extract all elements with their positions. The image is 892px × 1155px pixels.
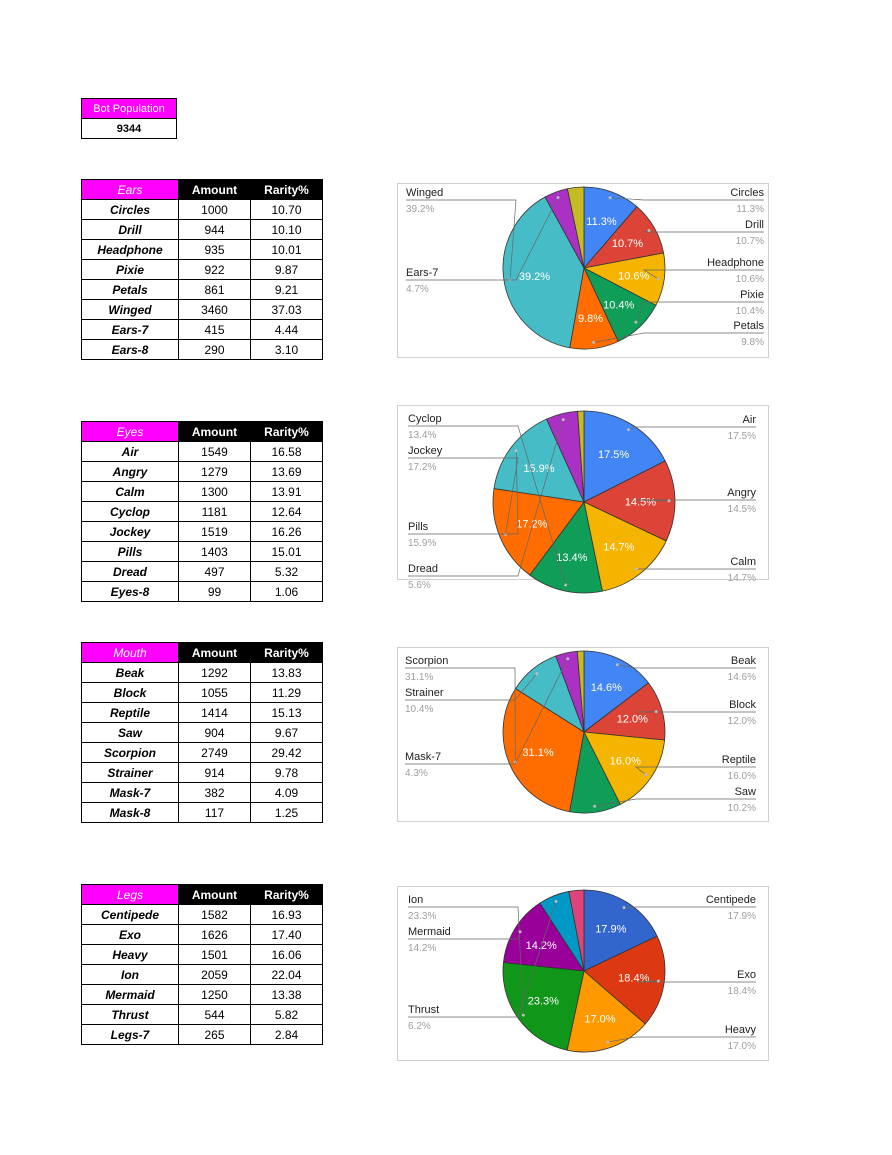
trait-rarity: 5.82 [251, 1005, 323, 1025]
callout-name: Mask-7 [405, 751, 442, 763]
trait-rarity: 13.91 [251, 482, 323, 502]
slice-pct-label: 10.4% [603, 299, 635, 312]
trait-amount: 117 [179, 803, 251, 823]
trait-amount: 861 [179, 280, 251, 300]
slice-pct-label: 31.1% [522, 747, 554, 760]
callout-dot [593, 805, 596, 808]
trait-amount: 1055 [179, 683, 251, 703]
callout-dot [655, 710, 658, 713]
trait-name: Strainer [82, 763, 179, 783]
callout-name: Headphone [707, 257, 764, 269]
slice-pct-label: 14.7% [603, 541, 635, 554]
callout-dot [522, 1014, 525, 1017]
trait-name: Circles [82, 200, 179, 220]
trait-amount: 1279 [179, 462, 251, 482]
callout-name: Centipede [705, 894, 756, 906]
callout-pct: 14.2% [408, 943, 437, 954]
trait-name: Pixie [82, 260, 179, 280]
trait-name: Dread [82, 562, 179, 582]
callout-dot [616, 663, 619, 666]
slice-pct-label: 10.6% [618, 270, 650, 283]
trait-amount: 922 [179, 260, 251, 280]
category-header: Ears [82, 180, 179, 200]
trait-name: Reptile [82, 703, 179, 723]
callout-dot [609, 196, 612, 199]
trait-rarity: 9.67 [251, 723, 323, 743]
trait-name: Heavy [82, 945, 179, 965]
callout-dot [562, 418, 565, 421]
trait-amount: 415 [179, 320, 251, 340]
callout-name: Dread [408, 563, 438, 575]
slice-pct-label: 39.2% [518, 271, 551, 284]
callout-name: Circles [730, 187, 764, 199]
callout-dot [564, 584, 567, 587]
callout-pct: 5.6% [408, 580, 431, 591]
trait-amount: 290 [179, 340, 251, 360]
trait-amount: 544 [179, 1005, 251, 1025]
slice-pct-label: 14.2% [525, 939, 557, 952]
callout-name: Calm [730, 556, 756, 568]
table-row [82, 965, 323, 985]
eyes-pie-chart [397, 405, 769, 591]
trait-name: Mask-7 [82, 783, 179, 803]
callout-pct: 10.4% [735, 306, 764, 317]
trait-name: Eyes-8 [82, 582, 179, 602]
rarity-header: Rarity% [251, 422, 323, 442]
trait-rarity: 16.58 [251, 442, 323, 462]
trait-rarity: 17.40 [251, 925, 323, 945]
callout-pct: 17.9% [727, 911, 756, 922]
callout-name: Air [742, 414, 756, 426]
legs-table [81, 884, 323, 1045]
legs-pie-chart [397, 886, 769, 1061]
trait-rarity: 13.83 [251, 663, 323, 683]
bot-population-label: Bot Population [82, 99, 177, 119]
mouth-table [81, 642, 323, 823]
callout-pct: 15.9% [408, 538, 437, 549]
category-header: Legs [82, 885, 179, 905]
table-row [82, 200, 323, 220]
callout-pct: 14.7% [727, 573, 756, 584]
callout-dot [635, 567, 638, 570]
callout-dot [519, 930, 522, 933]
trait-name: Legs-7 [82, 1025, 179, 1045]
trait-name: Calm [82, 482, 179, 502]
trait-name: Beak [82, 663, 179, 683]
callout-name: Drill [745, 219, 764, 231]
callout-name: Ion [408, 894, 424, 906]
trait-name: Air [82, 442, 179, 462]
table-row [82, 280, 323, 300]
trait-amount: 1292 [179, 663, 251, 683]
trait-rarity: 4.09 [251, 783, 323, 803]
trait-name: Angry [82, 462, 179, 482]
callout-name: Thrust [408, 1004, 440, 1016]
slice-pct-label: 17.9% [595, 923, 627, 936]
trait-amount: 1549 [179, 442, 251, 462]
trait-rarity: 11.29 [251, 683, 323, 703]
trait-rarity: 15.01 [251, 542, 323, 562]
slice-pct-label: 17.5% [597, 448, 630, 461]
callout-pct: 4.3% [405, 768, 428, 779]
trait-name: Winged [82, 300, 179, 320]
table-row [82, 783, 323, 803]
callout-pct: 14.6% [727, 672, 756, 683]
trait-name: Petals [82, 280, 179, 300]
table-row [82, 743, 323, 763]
amount-header: Amount [179, 180, 251, 200]
trait-rarity: 16.26 [251, 522, 323, 542]
trait-rarity: 16.93 [251, 905, 323, 925]
callout-leader-line [624, 907, 756, 908]
callout-pct: 9.8% [741, 337, 764, 348]
callout-pct: 18.4% [727, 986, 756, 997]
trait-name: Ion [82, 965, 179, 985]
callout-pct: 23.3% [408, 911, 437, 922]
callout-dot [566, 657, 569, 660]
slice-pct-label: 23.3% [527, 995, 559, 1008]
callout-name: Heavy [724, 1024, 756, 1036]
callout-dot [504, 533, 507, 536]
category-header: Eyes [82, 422, 179, 442]
callout-name: Block [729, 699, 756, 711]
trait-rarity: 9.87 [251, 260, 323, 280]
callout-pct: 10.7% [735, 236, 764, 247]
callout-pct: 4.7% [406, 284, 429, 295]
table-row [82, 320, 323, 340]
callout-pct: 6.2% [408, 1021, 431, 1032]
slice-pct-label: 16.0% [609, 755, 641, 768]
bot-population-value: 9344 [82, 119, 177, 139]
callout-dot [657, 980, 660, 983]
callout-dot [667, 499, 670, 502]
mouth-pie-chart [397, 647, 769, 822]
amount-header: Amount [179, 643, 251, 663]
slice-pct-label: 13.4% [556, 552, 588, 565]
trait-rarity: 13.69 [251, 462, 323, 482]
trait-amount: 935 [179, 240, 251, 260]
table-row [82, 220, 323, 240]
table-row [82, 582, 323, 602]
rarity-header: Rarity% [251, 643, 323, 663]
table-row [82, 703, 323, 723]
callout-name: Pills [408, 521, 429, 533]
table-row [82, 683, 323, 703]
trait-name: Cyclop [82, 502, 179, 522]
trait-name: Ears-8 [82, 340, 179, 360]
trait-amount: 944 [179, 220, 251, 240]
callout-name: Scorpion [405, 655, 449, 667]
trait-amount: 1414 [179, 703, 251, 723]
callout-pct: 10.2% [727, 803, 756, 814]
trait-rarity: 22.04 [251, 965, 323, 985]
trait-amount: 1403 [179, 542, 251, 562]
callout-name: Pixie [740, 289, 764, 301]
table-row [82, 442, 323, 462]
callout-pct: 17.5% [727, 431, 756, 442]
category-header: Mouth [82, 643, 179, 663]
table-row [82, 240, 323, 260]
callout-dot [606, 1041, 609, 1044]
trait-rarity: 9.21 [251, 280, 323, 300]
callout-name: Cyclop [408, 413, 442, 425]
callout-dot [557, 196, 560, 199]
callout-name: Mermaid [408, 926, 451, 938]
trait-rarity: 1.06 [251, 582, 323, 602]
trait-amount: 1300 [179, 482, 251, 502]
callout-dot [623, 906, 626, 909]
table-row [82, 803, 323, 823]
trait-name: Centipede [82, 905, 179, 925]
trait-rarity: 29.42 [251, 743, 323, 763]
callout-pct: 31.1% [405, 672, 434, 683]
slice-pct-label: 18.4% [618, 972, 650, 985]
trait-amount: 99 [179, 582, 251, 602]
callout-name: Winged [406, 187, 444, 199]
callout-name: Strainer [405, 687, 444, 699]
callout-leader-line [629, 427, 756, 430]
callout-pct: 12.0% [727, 716, 756, 727]
trait-rarity: 12.64 [251, 502, 323, 522]
amount-header: Amount [179, 885, 251, 905]
slice-pct-label: 12.0% [616, 713, 648, 726]
slice-pct-label: 17.2% [516, 518, 548, 531]
table-row [82, 763, 323, 783]
trait-amount: 1501 [179, 945, 251, 965]
table-row [82, 562, 323, 582]
callout-leader-line [636, 500, 756, 501]
slice-pct-label: 9.8% [577, 312, 604, 325]
callout-pct: 10.4% [405, 704, 434, 715]
trait-rarity: 10.01 [251, 240, 323, 260]
table-row [82, 300, 323, 320]
callout-pct: 13.4% [408, 430, 437, 441]
trait-rarity: 4.44 [251, 320, 323, 340]
trait-amount: 1519 [179, 522, 251, 542]
callout-dot [644, 773, 647, 776]
trait-name: Headphone [82, 240, 179, 260]
trait-name: Ears-7 [82, 320, 179, 340]
trait-amount: 2059 [179, 965, 251, 985]
callout-name: Petals [733, 320, 764, 332]
trait-amount: 497 [179, 562, 251, 582]
trait-rarity: 9.78 [251, 763, 323, 783]
callout-name: Reptile [721, 754, 756, 766]
trait-amount: 1000 [179, 200, 251, 220]
trait-rarity: 3.10 [251, 340, 323, 360]
callout-pct: 11.3% [736, 204, 764, 215]
trait-amount: 1582 [179, 905, 251, 925]
callout-name: Saw [734, 786, 756, 798]
table-row [82, 502, 323, 522]
callout-pct: 39.2% [406, 204, 435, 215]
trait-amount: 914 [179, 763, 251, 783]
amount-header: Amount [179, 422, 251, 442]
trait-name: Thrust [82, 1005, 179, 1025]
table-row [82, 985, 323, 1005]
trait-name: Block [82, 683, 179, 703]
callout-pct: 17.0% [727, 1041, 756, 1052]
trait-amount: 3460 [179, 300, 251, 320]
slice-pct-label: 15.9% [523, 462, 555, 475]
trait-rarity: 37.03 [251, 300, 323, 320]
trait-amount: 265 [179, 1025, 251, 1045]
trait-name: Exo [82, 925, 179, 945]
trait-rarity: 10.70 [251, 200, 323, 220]
callout-leader-line [636, 981, 756, 982]
callout-pct: 10.6% [735, 274, 764, 285]
trait-rarity: 2.84 [251, 1025, 323, 1045]
trait-name: Scorpion [82, 743, 179, 763]
callout-dot [555, 900, 558, 903]
trait-rarity: 10.10 [251, 220, 323, 240]
table-row [82, 1005, 323, 1025]
trait-amount: 1626 [179, 925, 251, 945]
slice-pct-label: 14.6% [590, 681, 622, 694]
slice-pct-label: 14.5% [624, 496, 657, 509]
callout-dot [515, 449, 518, 452]
callout-dot [634, 321, 637, 324]
bot-population-table [81, 98, 177, 139]
trait-rarity: 1.25 [251, 803, 323, 823]
table-row [82, 663, 323, 683]
callout-name: Exo [737, 969, 756, 981]
callout-dot [535, 672, 538, 675]
slice-pct-label: 17.0% [584, 1013, 616, 1026]
table-row [82, 945, 323, 965]
table-row [82, 340, 323, 360]
trait-rarity: 16.06 [251, 945, 323, 965]
callout-dot [592, 341, 595, 344]
callout-name: Jockey [408, 445, 443, 457]
trait-rarity: 15.13 [251, 703, 323, 723]
eyes-table [81, 421, 323, 602]
trait-amount: 382 [179, 783, 251, 803]
trait-name: Mermaid [82, 985, 179, 1005]
trait-amount: 1250 [179, 985, 251, 1005]
callout-dot [627, 428, 630, 431]
trait-name: Jockey [82, 522, 179, 542]
trait-rarity: 13.38 [251, 985, 323, 1005]
callout-pct: 14.5% [727, 504, 756, 515]
rarity-header: Rarity% [251, 180, 323, 200]
slice-pct-label: 10.7% [611, 237, 644, 250]
ears-pie-chart [397, 183, 769, 358]
callout-pct: 16.0% [727, 771, 756, 782]
table-row [82, 260, 323, 280]
table-row [82, 542, 323, 562]
callout-dot [657, 277, 660, 280]
table-row [82, 925, 323, 945]
callout-dot [647, 229, 650, 232]
trait-name: Saw [82, 723, 179, 743]
slice-pct-label: 11.3% [586, 215, 617, 228]
callout-name: Angry [727, 487, 756, 499]
trait-amount: 904 [179, 723, 251, 743]
trait-rarity: 5.32 [251, 562, 323, 582]
callout-name: Ears-7 [406, 267, 439, 279]
table-row [82, 522, 323, 542]
trait-amount: 2749 [179, 743, 251, 763]
rarity-header: Rarity% [251, 885, 323, 905]
table-row [82, 723, 323, 743]
trait-name: Drill [82, 220, 179, 240]
trait-name: Pills [82, 542, 179, 562]
table-row [82, 482, 323, 502]
table-row [82, 1025, 323, 1045]
trait-amount: 1181 [179, 502, 251, 522]
trait-name: Mask-8 [82, 803, 179, 823]
table-row [82, 462, 323, 482]
table-row [82, 905, 323, 925]
ears-table [81, 179, 323, 360]
callout-pct: 17.2% [408, 462, 437, 473]
callout-name: Beak [730, 655, 756, 667]
